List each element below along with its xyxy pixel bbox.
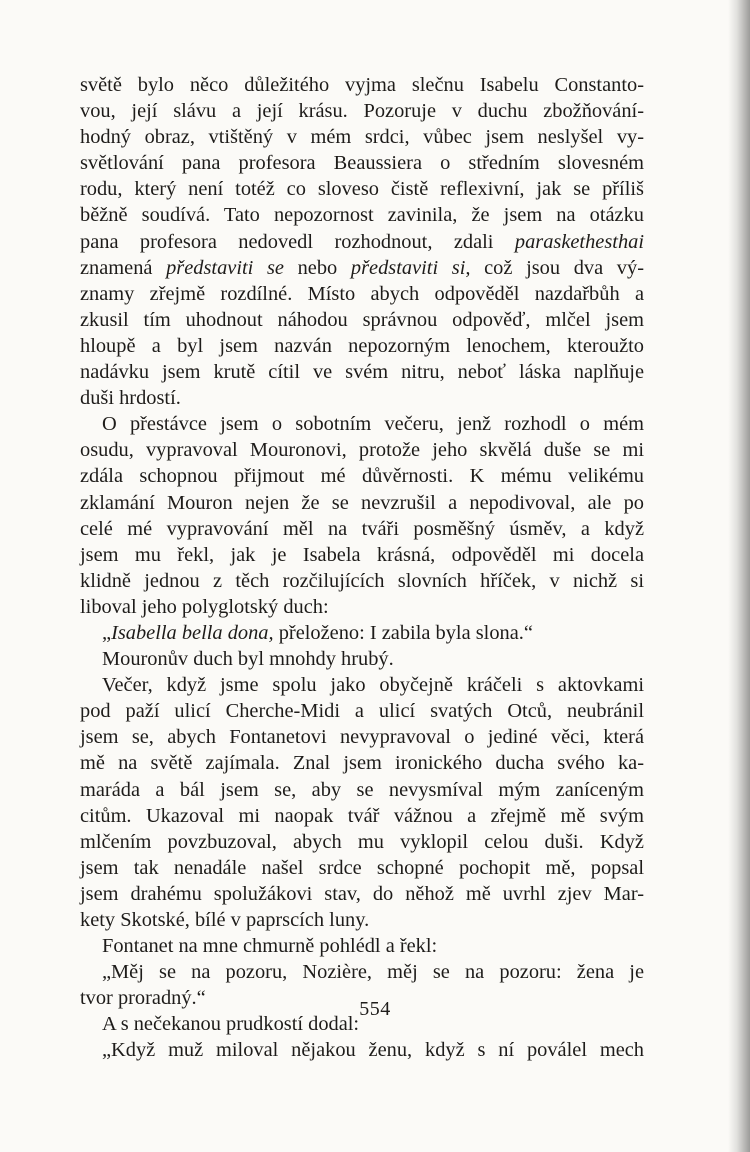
paragraph-p9 — [80, 1037, 644, 1063]
paragraph-p1 — [80, 72, 644, 411]
text-line: jsem drahému spolužákovi stav, do něhož mě uvrhl zjev Mar- — [80, 882, 644, 905]
paragraph-p2 — [80, 411, 644, 620]
scan-edge-shadow — [728, 0, 750, 1152]
paragraph-p4 — [80, 646, 644, 672]
text-line: tvor proradný.“ — [80, 987, 206, 1010]
text-line: světlování pana profesora Beaussiera o středním slovesném — [80, 152, 644, 175]
text-line: znamy zřejmě rozdílné. Místo abych odpověděl nazdařbůh a — [80, 282, 644, 305]
paragraph-p6 — [80, 933, 644, 959]
text-line: celé mé vypravování měl na tváři posměšný úsměv, a když — [80, 517, 644, 540]
text-line: vou, její slávu a její krásu. Pozoruje v duchu zbožňování- — [80, 100, 644, 123]
text-line: „Isabella bella dona, přeloženo: I zabila byla slona.“ — [102, 621, 533, 644]
page-number: 554 — [359, 998, 391, 1020]
italic-phrase: představiti si, — [350, 256, 471, 279]
text-line: mlčením povzbuzoval, abych mu vyklopil celou duši. Když — [80, 830, 644, 853]
text-line: jsem se, abych Fontanetovi nevypravoval o jediné věci, která — [80, 726, 644, 749]
italic-phrase: Isabella bella dona, — [111, 621, 274, 644]
text-line: běžně soudívá. Tato nepozornost zavinila, že jsem na otázku — [80, 204, 644, 227]
text-line: duši hrdostí. — [80, 387, 181, 410]
text-line: pod paží ulicí Cherche-Midi a ulicí svatých Otců, neubránil — [80, 700, 644, 723]
text-line: světě bylo něco důležitého vyjma slečnu Isabelu Constanto- — [80, 74, 644, 96]
text-line: Večer, když jsme spolu jako obyčejně kráčeli s aktovkami — [102, 674, 644, 697]
text-line: hodný obraz, vtištěný v mém srdci, vůbec jsem neslyšel vy- — [80, 126, 644, 149]
italic-phrase: představiti se — [166, 256, 284, 279]
text-line: Mouronův duch byl mnohdy hrubý. — [102, 648, 394, 671]
text-line: liboval jeho polyglotský duch: — [80, 595, 329, 618]
paragraph-p5 — [80, 672, 644, 933]
text-line: maráda a bál jsem se, aby se nevysmíval mým zaníceným — [80, 778, 644, 801]
text-line: osudu, vypravoval Mouronovi, protože jeho skvělá duše se mi — [80, 439, 644, 462]
text-line: zkusil tím uhodnout náhodou správnou odpověď, mlčel jsem — [80, 308, 644, 331]
text-line: kety Skotské, bílé v paprscích luny. — [80, 909, 370, 931]
text-line: O přestávce jsem o sobotním večeru, jenž rozhodl o mém — [102, 413, 644, 436]
italic-phrase: paraskethesthai — [514, 230, 644, 253]
text-line: A s nečekanou prudkostí dodal: — [102, 1013, 360, 1036]
text-line: rodu, který není totéž co sloveso čistě reflexivní, jak se příliš — [80, 178, 644, 201]
text-line: nadávku jsem krutě cítil ve svém nitru, neboť láska naplňuje — [80, 361, 644, 384]
text-line: zdála schopnou přijmout mé důvěrnosti. K mému velikému — [80, 465, 644, 488]
text-line: hloupě a byl jsem nazván nepozorným lenochem, kteroužto — [80, 334, 644, 357]
text-line: „Když muž miloval nějakou ženu, když s ní poválel mech — [102, 1039, 644, 1062]
text-line: citům. Ukazoval mi naopak tvář vážnou a zřejmě mě svým — [80, 804, 644, 827]
paragraph-p3 — [80, 620, 644, 646]
text-line: zklamání Mouron nejen že se nevzrušil a nepodivoval, ale po — [80, 491, 644, 514]
text-line: jsem tak nenadále našel srdce schopné pochopit mě, popsal — [80, 856, 644, 879]
book-page-text — [80, 72, 644, 1064]
text-line: znamená představiti se nebo představiti si, což jsou dva vý- — [80, 256, 644, 279]
text-line: jsem mu řekl, jak je Isabela krásná, odpověděl mi docela — [80, 543, 644, 566]
text-line: klidně jednou z těch rozčilujících slovních hříček, v nichž si — [80, 569, 644, 592]
text-line: Fontanet na mne chmurně pohlédl a řekl: — [102, 935, 438, 958]
text-line: mě na světě zajímala. Znal jsem ironického ducha svého ka- — [80, 752, 644, 775]
text-line: pana profesora nedovedl rozhodnout, zdali paraskethesthai — [80, 230, 644, 253]
text-line: „Měj se na pozoru, Nozière, měj se na pozoru: žena je — [102, 961, 644, 984]
